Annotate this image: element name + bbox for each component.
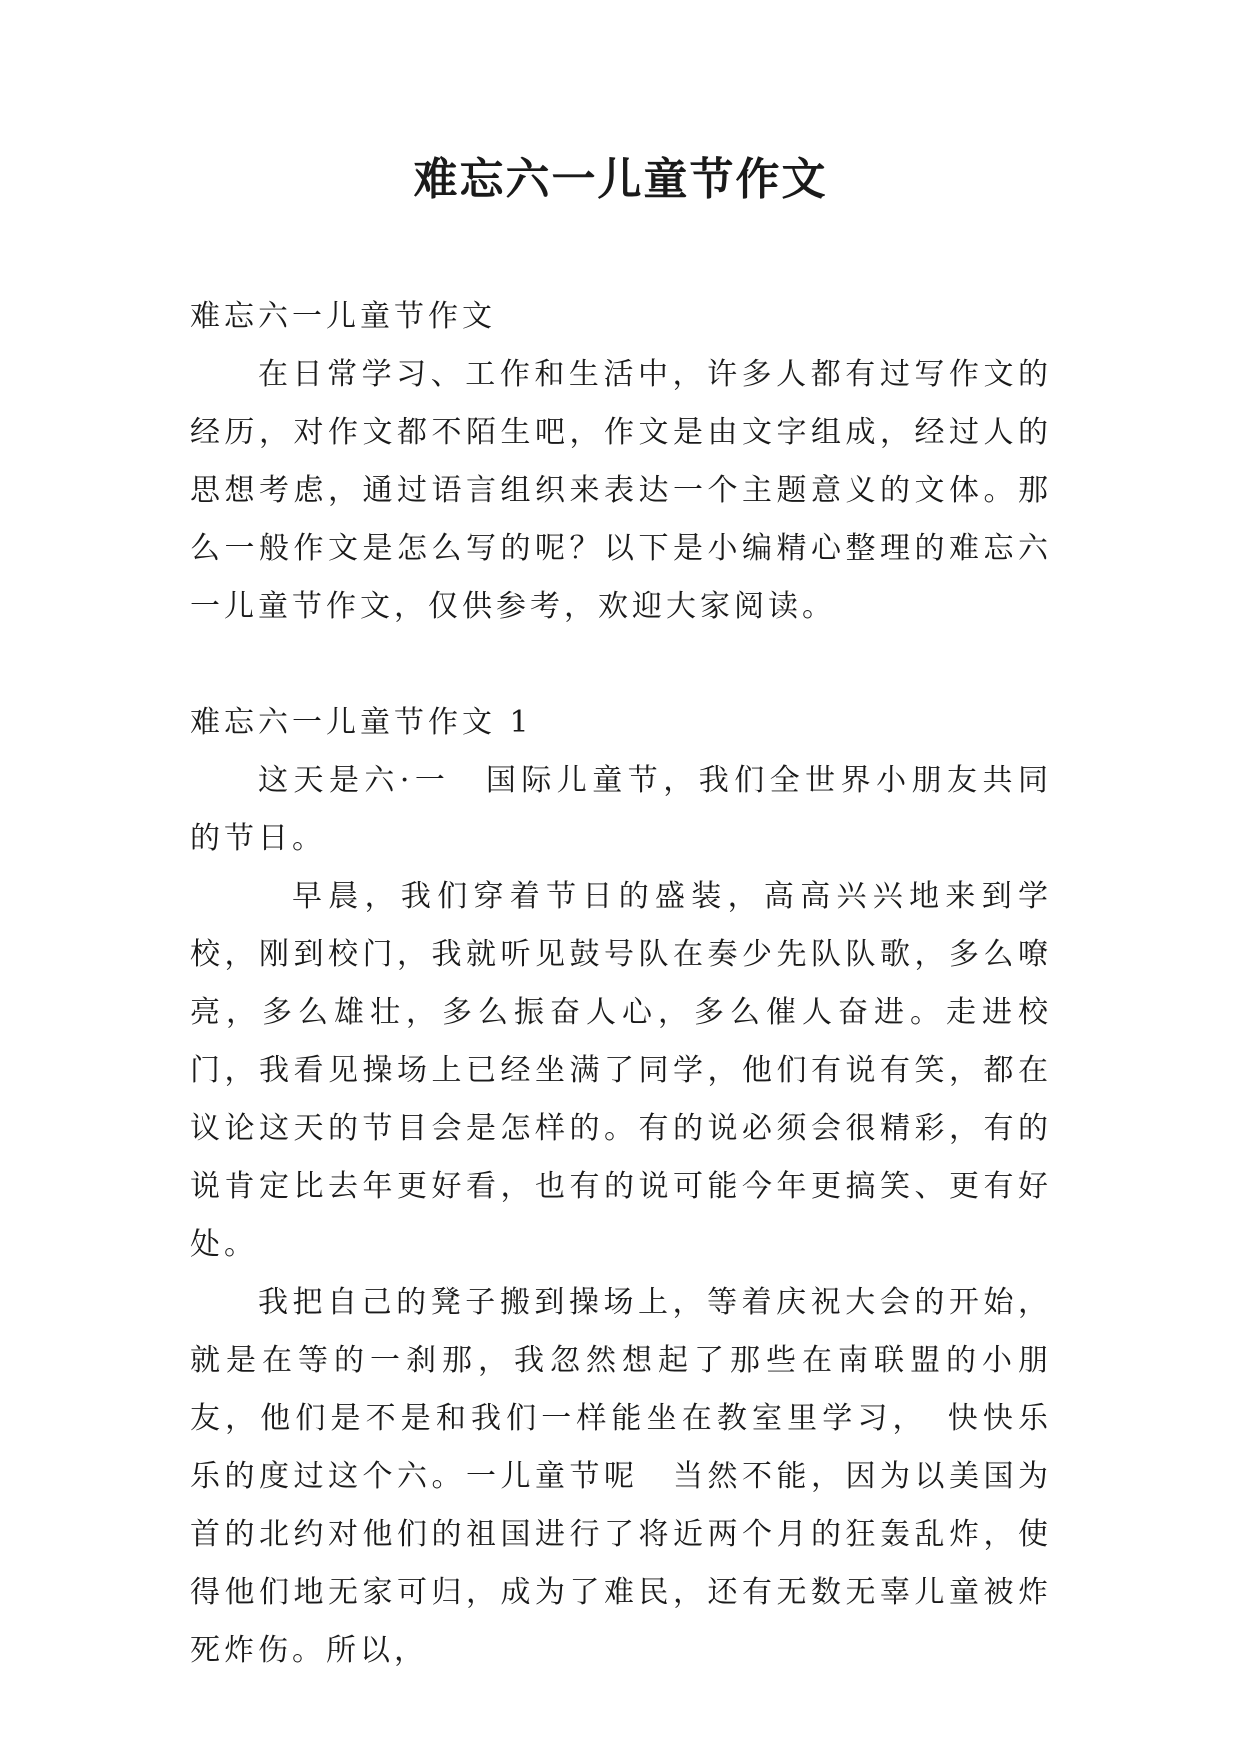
- section-heading: 难忘六一儿童节作文: [190, 299, 496, 334]
- paragraph-spacer: [190, 636, 1052, 694]
- document-body: [190, 288, 1052, 1680]
- body-paragraph: 我把自己的凳子搬到操场上，等着庆祝大会的开始，就是在等的一刹那，我忽然想起了那些在南联盟的小朋友，他们是不是和我们一样能坐在教室里学习， 快快乐乐的度过这个六。一儿童节呢 当然不能，因为以美国为首的北约对他们的祖国进行了将近两个月的狂轰乱炸，使得他们地无家可归，成为了难民，还有无数无辜儿童被炸死炸伤。所以，: [190, 1285, 1052, 1668]
- intro-paragraph: 在日常学习、工作和生活中，许多人都有过写作文的经历，对作文都不陌生吧，作文是由文字组成，经过人的思想考虑，通过语言组织来表达一个主题意义的文体。那么一般作文是怎么写的呢？以下是小编精心整理的难忘六一儿童节作文，仅供参考，欢迎大家阅读。: [190, 357, 1052, 624]
- body-paragraph: 这天是六·一 国际儿童节，我们全世界小朋友共同的节日。: [190, 763, 1052, 856]
- essay-heading: 难忘六一儿童节作文 1: [190, 705, 533, 740]
- body-paragraph: 早晨，我们穿着节日的盛装，高高兴兴地来到学校，刚到校门，我就听见鼓号队在奏少先队队歌，多么嘹亮，多么雄壮，多么振奋人心，多么催人奋进。走进校门，我看见操场上已经坐满了同学，他们有说有笑，都在议论这天的节目会是怎样的。有的说必须会很精彩，有的说肯定比去年更好看，也有的说可能今年更搞笑、更有好处。: [190, 879, 1052, 1262]
- document-title: 难忘六一儿童节作文: [413, 154, 828, 205]
